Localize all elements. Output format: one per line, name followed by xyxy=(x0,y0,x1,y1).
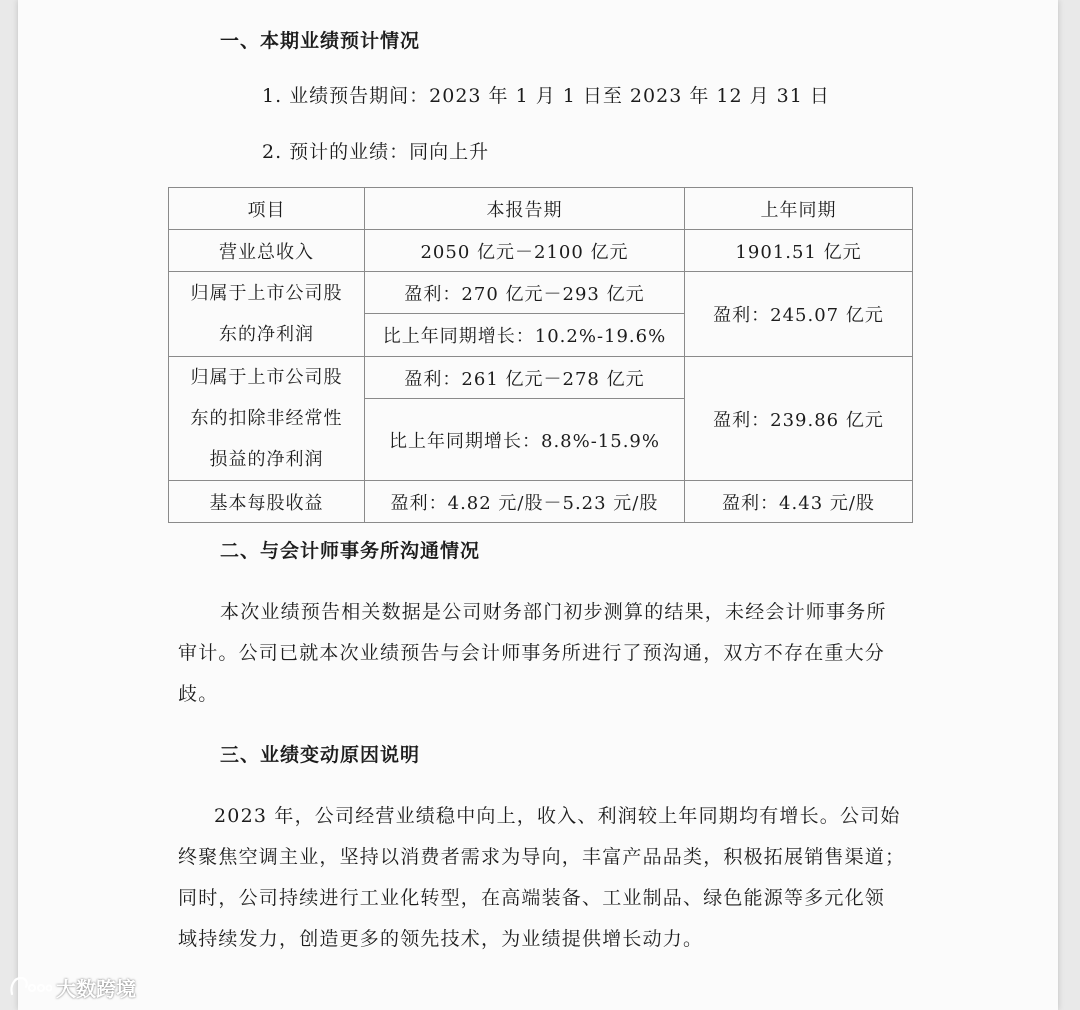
section-3-line-2: 终聚焦空调主业，坚持以消费者需求为导向，丰富产品品类，积极拓展销售渠道； xyxy=(178,846,906,868)
header-prior-period: 上年同期 xyxy=(685,188,913,230)
revenue-prior: 1901.51 亿元 xyxy=(685,230,913,272)
brand-logo-icon xyxy=(8,974,52,1000)
eps-prior: 盈利：4.43 元/股 xyxy=(685,481,913,523)
forecast-period: 1. 业绩预告期间：2023 年 1 月 1 日至 2023 年 12 月 31 日 xyxy=(262,85,830,107)
net-profit-current: 盈利：270 亿元－293 亿元 xyxy=(365,272,685,314)
revenue-current: 2050 亿元－2100 亿元 xyxy=(365,230,685,272)
section-3-line-1: 2023 年，公司经营业绩稳中向上，收入、利润较上年同期均有增长。公司始 xyxy=(214,805,901,827)
section-3-title: 三、业绩变动原因说明 xyxy=(220,744,421,766)
forecast-direction: 2. 预计的业绩：同向上升 xyxy=(262,141,490,163)
section-3-line-3: 同时，公司持续进行工业化转型，在高端装备、工业制品、绿色能源等多元化领 xyxy=(178,887,886,909)
header-current-period: 本报告期 xyxy=(365,188,685,230)
section-2-line-2: 审计。公司已就本次业绩预告与会计师事务所进行了预沟通，双方不存在重大分 xyxy=(178,642,886,664)
deducted-profit-growth: 比上年同期增长：8.8%-15.9% xyxy=(365,399,685,481)
section-2-line-1: 本次业绩预告相关数据是公司财务部门初步测算的结果，未经会计师事务所 xyxy=(220,601,887,623)
header-item: 项目 xyxy=(169,188,365,230)
table-row-eps xyxy=(169,481,913,523)
eps-current: 盈利：4.82 元/股－5.23 元/股 xyxy=(365,481,685,523)
watermark xyxy=(8,972,136,1002)
net-profit-growth: 比上年同期增长：10.2%-19.6% xyxy=(365,314,685,357)
table-header-row xyxy=(169,188,913,230)
revenue-label: 营业总收入 xyxy=(169,230,365,272)
deducted-profit-current: 盈利：261 亿元－278 亿元 xyxy=(365,357,685,399)
section-2-title: 二、与会计师事务所沟通情况 xyxy=(220,540,481,562)
deducted-profit-prior: 盈利：239.86 亿元 xyxy=(685,357,913,481)
performance-table xyxy=(168,187,913,523)
eps-label: 基本每股收益 xyxy=(169,481,365,523)
watermark-text: 大数跨境 xyxy=(56,976,136,1001)
table-row-revenue xyxy=(169,230,913,272)
section-3-line-4: 域持续发力，创造更多的领先技术，为业绩提供增长动力。 xyxy=(178,928,704,950)
table-row-deducted-profit xyxy=(169,357,913,399)
net-profit-prior: 盈利：245.07 亿元 xyxy=(685,272,913,357)
section-2-line-3: 歧。 xyxy=(178,683,219,705)
table-row-net-profit xyxy=(169,272,913,314)
net-profit-label: 归属于上市公司股 东的净利润 xyxy=(169,272,365,357)
section-1-title: 一、本期业绩预计情况 xyxy=(220,30,421,52)
deducted-profit-label: 归属于上市公司股 东的扣除非经常性 损益的净利润 xyxy=(169,357,365,481)
